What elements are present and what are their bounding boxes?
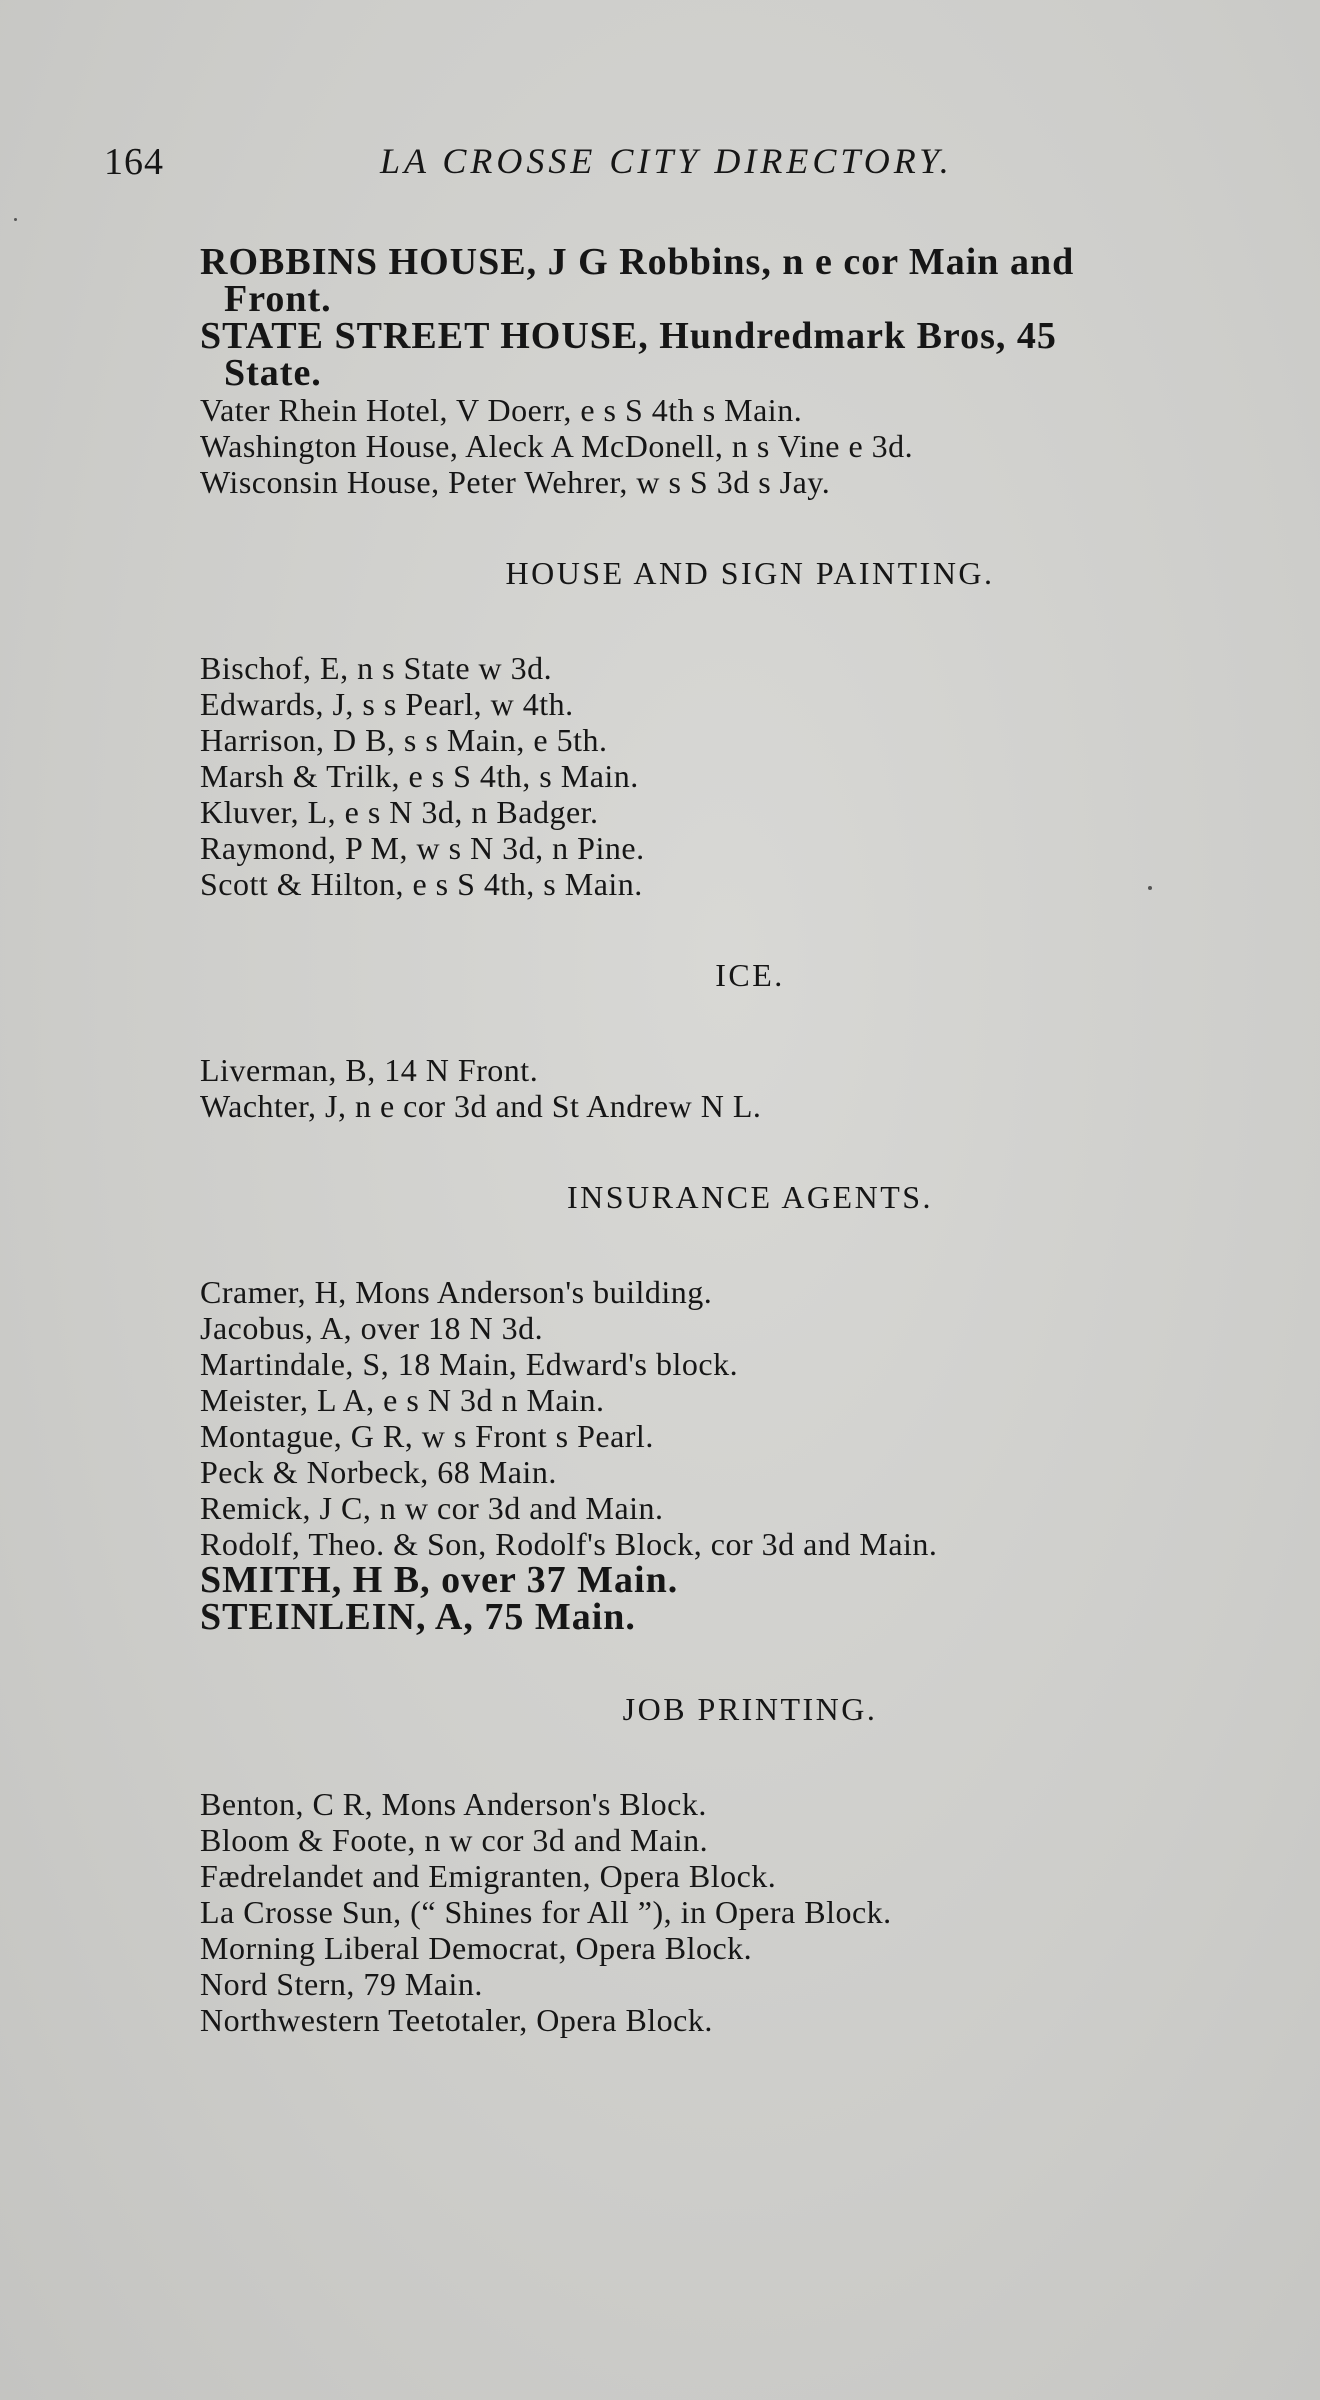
directory-entry: Jacobus, A, over 18 N 3d. xyxy=(200,1310,544,1346)
directory-entry: Raymond, P M, w s N 3d, n Pine. xyxy=(200,830,645,866)
ink-speck xyxy=(14,218,17,221)
section-heading: HOUSE AND SIGN PAINTING. xyxy=(505,555,995,591)
directory-entry: Vater Rhein Hotel, V Doerr, e s S 4th s Main. xyxy=(200,392,803,428)
directory-entry: La Crosse Sun, (“ Shines for All ”), in Opera Block. xyxy=(200,1894,892,1930)
directory-entry: Bloom & Foote, n w cor 3d and Main. xyxy=(200,1822,709,1858)
page-number: 164 xyxy=(104,141,164,183)
directory-entry: Washington House, Aleck A McDonell, n s Vine e 3d. xyxy=(200,428,914,464)
directory-entry: Peck & Norbeck, 68 Main. xyxy=(200,1454,557,1490)
directory-entry: Wachter, J, n e cor 3d and St Andrew N L. xyxy=(200,1088,762,1124)
directory-entry: Bischof, E, n s State w 3d. xyxy=(200,650,553,686)
section-list xyxy=(200,555,1300,2038)
directory-entry: Morning Liberal Democrat, Opera Block. xyxy=(200,1930,753,1966)
page-title: LA CROSSE CITY DIRECTORY. xyxy=(380,141,953,181)
directory-section xyxy=(200,957,1300,1124)
directory-entry: Cramer, H, Mons Anderson's building. xyxy=(200,1274,713,1310)
ink-speck xyxy=(1148,886,1152,890)
directory-entry: Fædrelandet and Emigranten, Opera Block. xyxy=(200,1858,777,1894)
directory-entry: Wisconsin House, Peter Wehrer, w s S 3d s Jay. xyxy=(200,464,831,500)
directory-entry: STATE STREET HOUSE, Hundredmark Bros, 45 xyxy=(200,315,1057,357)
directory-entry: Nord Stern, 79 Main. xyxy=(200,1966,483,2002)
directory-entry: Martindale, S, 18 Main, Edward's block. xyxy=(200,1346,739,1382)
intro-listing xyxy=(200,241,1300,500)
directory-entry: Scott & Hilton, e s S 4th, s Main. xyxy=(200,866,643,902)
directory-entry: STEINLEIN, A, 75 Main. xyxy=(200,1596,636,1638)
directory-entry: Rodolf, Theo. & Son, Rodolf's Block, cor 3d and Main. xyxy=(200,1526,938,1562)
section-heading: INSURANCE AGENTS. xyxy=(566,1179,934,1215)
directory-entry: ROBBINS HOUSE, J G Robbins, n e cor Main and xyxy=(200,241,1075,283)
directory-entry: Northwestern Teetotaler, Opera Block. xyxy=(200,2002,713,2038)
section-heading: JOB PRINTING. xyxy=(622,1691,878,1727)
section-heading: ICE. xyxy=(715,957,785,993)
directory-section xyxy=(200,555,1300,902)
directory-entry: Edwards, J, s s Pearl, w 4th. xyxy=(200,686,574,722)
directory-entry: Marsh & Trilk, e s S 4th, s Main. xyxy=(200,758,639,794)
running-head xyxy=(0,140,1320,190)
directory-section xyxy=(200,1179,1300,1636)
directory-entry: Front. xyxy=(224,278,332,320)
directory-entry: Liverman, B, 14 N Front. xyxy=(200,1052,539,1088)
directory-entry: Montague, G R, w s Front s Pearl. xyxy=(200,1418,654,1454)
directory-entry: Kluver, L, e s N 3d, n Badger. xyxy=(200,794,599,830)
directory-entry: SMITH, H B, over 37 Main. xyxy=(200,1559,679,1601)
directory-content xyxy=(200,241,1300,2038)
directory-entry: Meister, L A, e s N 3d n Main. xyxy=(200,1382,605,1418)
directory-entry: State. xyxy=(224,352,322,394)
directory-entry: Remick, J C, n w cor 3d and Main. xyxy=(200,1490,664,1526)
directory-section xyxy=(200,1691,1300,2038)
directory-entry: Benton, C R, Mons Anderson's Block. xyxy=(200,1786,707,1822)
directory-entry: Harrison, D B, s s Main, e 5th. xyxy=(200,722,608,758)
